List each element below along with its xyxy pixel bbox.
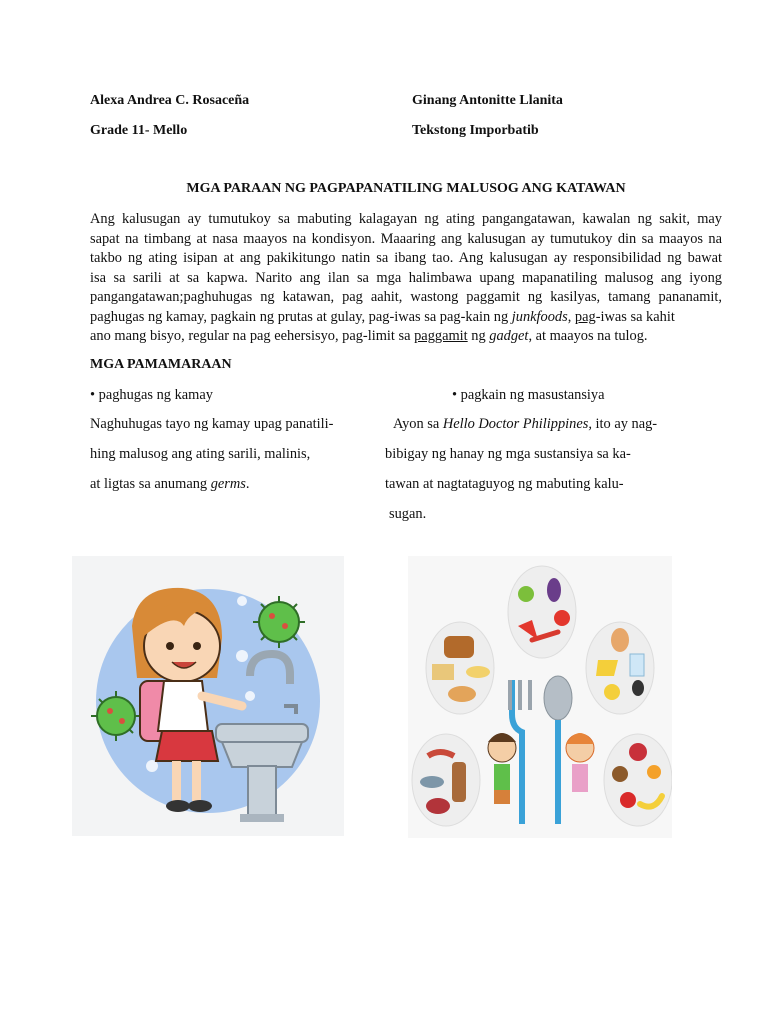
nutrition-svg bbox=[408, 556, 672, 838]
bubble-icon bbox=[245, 691, 255, 701]
document-title: MGA PARAAN NG PAGPAPANATILING MALUSOG ANG KATAWAN bbox=[186, 181, 626, 196]
text-type: Tekstong Imporbatib bbox=[412, 123, 539, 138]
bubble-icon bbox=[236, 650, 248, 662]
source-name: Hello Doctor Philippines, bbox=[442, 416, 592, 432]
gadget-term: gadget bbox=[489, 328, 529, 344]
left-text: at ligtas sa anumang bbox=[90, 476, 211, 492]
grade-section: Grade 11- Mello bbox=[90, 123, 188, 138]
intro-text: ng bbox=[467, 328, 490, 344]
right-line bbox=[393, 416, 657, 433]
paggamit-underlined: paggamit bbox=[414, 328, 468, 344]
junkfoods-term: junkfoods bbox=[511, 308, 568, 325]
intro-text: -iwas sa kahit bbox=[595, 308, 675, 325]
intro-text: paghugas ng kamay, pagkain ng prutas at gulay, pag-iwas sa pag-kain ng bbox=[90, 308, 512, 325]
right-bullet: • pagkain ng masustansiya bbox=[452, 387, 605, 403]
germs-term: germs bbox=[210, 476, 246, 492]
intro-line: Ang kalusugan ay tumutukoy sa mabuting kalagayan ng ating pangangatawan, kawalan ng sakit, may bbox=[90, 211, 722, 227]
children-icon bbox=[488, 733, 594, 804]
right-line: sugan. bbox=[389, 506, 427, 522]
intro-line: takbo ng ating isipan at ang pakikitungo natin sa ibang tao. Ang kalusugan ay responsibilidad ng bawat bbox=[90, 250, 722, 266]
handwashing-illustration bbox=[72, 556, 344, 836]
dairy-plate-icon bbox=[586, 622, 654, 714]
intro-text: ano mang bisyo, regular na pag eehersisyo, pag-limit sa bbox=[90, 328, 415, 344]
bubble-icon bbox=[237, 596, 247, 606]
handwashing-svg bbox=[72, 556, 344, 836]
left-line: Naghuhugas tayo ng kamay upag panatili- bbox=[90, 416, 334, 432]
intro-line: isa sa sarili at sa kapwa. Narito ang ilan sa mga halimbawa upang mapanatiling malusog ang iyong bbox=[90, 269, 722, 286]
vegetable-plate-icon bbox=[508, 566, 576, 658]
left-line: hing malusog ang ating sarili, malinis, bbox=[90, 446, 311, 462]
right-line: tawan at nagtataguyog ng mabuting kalu- bbox=[385, 476, 624, 492]
left-bullet: • paghugas ng kamay bbox=[90, 387, 213, 403]
right-line: bibigay ng hanay ng mga sustansiya sa ka- bbox=[385, 446, 631, 462]
intro-line: sapat na timbang at nasa maayos na kondisyon. Maaaring ang kalusugan ay tumutukoy din sa maayos na bbox=[90, 230, 722, 247]
intro-line: pangangatawan;paghuhugas ng katawan, pag aahit, wastong paggamit ng kasilyas, tamang pananamit, bbox=[90, 289, 722, 305]
fork-spoon-icon bbox=[510, 676, 572, 824]
right-text: Ayon sa bbox=[393, 416, 443, 432]
intro-paragraph bbox=[90, 210, 722, 347]
right-text: ito ay nag- bbox=[591, 416, 658, 432]
intro-text: , at maayos na tulog. bbox=[528, 328, 648, 344]
left-text: . bbox=[245, 476, 250, 492]
intro-line bbox=[90, 308, 722, 328]
fruit-plate-icon bbox=[604, 734, 672, 826]
grain-plate-icon bbox=[426, 622, 494, 714]
intro-line bbox=[90, 327, 722, 347]
section-heading: MGA PAMAMARAAN bbox=[90, 357, 232, 372]
pag-underlined: pag bbox=[574, 308, 596, 325]
student-name: Alexa Andrea C. Rosaceña bbox=[90, 93, 250, 108]
intro-text: , bbox=[567, 308, 575, 325]
nutrition-illustration bbox=[408, 556, 672, 838]
protein-plate-icon bbox=[412, 734, 480, 826]
left-line bbox=[90, 476, 250, 493]
teacher-name: Ginang Antonitte Llanita bbox=[412, 93, 563, 108]
